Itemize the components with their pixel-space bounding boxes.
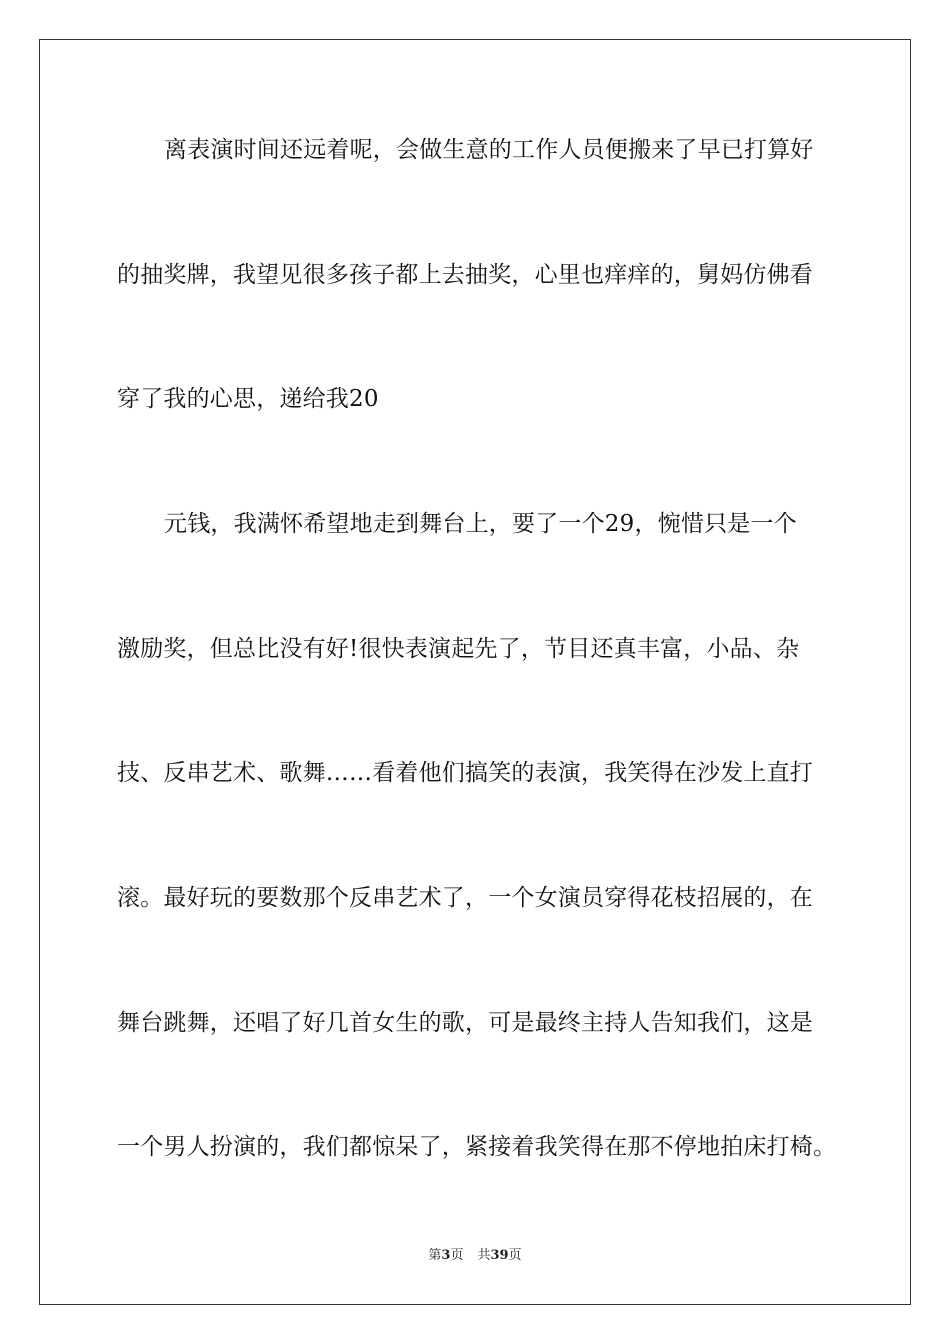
paragraph-line-2: 的抽奖牌，我望见很多孩子都上去抽奖，心里也痒痒的，舅妈仿佛看 xyxy=(117,262,813,288)
footer-page-number: 3 xyxy=(441,1248,451,1263)
footer-page-suffix: 页 xyxy=(450,1248,464,1263)
paragraph-line-1: 离表演时间还远着呢，会做生意的工作人员便搬来了早已打算好 xyxy=(164,137,814,163)
footer-total-suffix: 页 xyxy=(508,1248,522,1263)
paragraph-line-5: 激励奖，但总比没有好!很快表演起先了，节目还真丰富，小品、杂 xyxy=(117,636,800,662)
footer-total-prefix: 共 xyxy=(477,1248,491,1263)
paragraph-line-8: 舞台跳舞，还唱了好几首女生的歌，可是最终主持人告知我们，这是 xyxy=(117,1010,813,1036)
paragraph-line-9: 一个男人扮演的，我们都惊呆了，紧接着我笑得在那不停地拍床打椅。 xyxy=(117,1134,837,1160)
footer-page-prefix: 第 xyxy=(428,1248,442,1263)
paragraph-line-3: 穿了我的心思，递给我20 xyxy=(117,386,379,412)
paragraph-line-6: 技、反串艺术、歌舞……看着他们搞笑的表演，我笑得在沙发上直打 xyxy=(117,760,813,786)
page-footer xyxy=(0,1247,950,1265)
page-border xyxy=(39,39,911,1305)
paragraph-line-7: 滚。最好玩的要数那个反串艺术了，一个女演员穿得花枝招展的，在 xyxy=(117,885,813,911)
paragraph-line-4: 元钱，我满怀希望地走到舞台上，要了一个29，惋惜只是一个 xyxy=(164,511,797,537)
footer-total-pages: 39 xyxy=(490,1248,509,1263)
